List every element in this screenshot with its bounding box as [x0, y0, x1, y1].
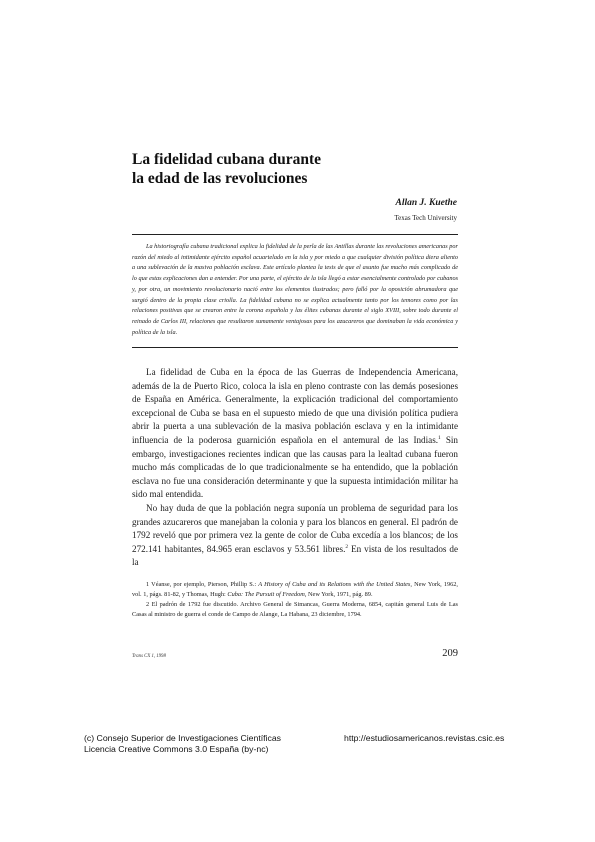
abstract	[132, 242, 458, 338]
license-line-2: Licencia Creative Commons 3.0 España (by-nc)	[84, 743, 269, 754]
license-notice	[84, 733, 281, 754]
footnote-2: 2 El padrón de 1792 fue discutido. Archivo General de Simancas, Guerra Moderna, 6854, capitán general Luis de Las Casas al ministro de guerra el conde de Campo de Alange, La Habana, 23 diciembre, 1794.	[132, 601, 458, 618]
author-name: Allan J. Kuethe	[395, 198, 457, 208]
abstract-top-rule	[132, 234, 458, 235]
page-number: 209	[442, 648, 458, 659]
journal-url[interactable]: http://estudiosamericanos.revistas.csic.es	[344, 733, 505, 743]
footnote-1: 1 Véanse, por ejemplo, Pierson, Phillip S.: A History of Cuba and its Relations with the United States, New York, 1962, vol. 1, págs. 81-82, y Thomas, Hugh: Cuba: The Pursuit of Freedom, New York, 1971, pág. 89.	[132, 581, 458, 598]
article-title	[132, 150, 321, 188]
journal-reference: Trans CX 1, 1998	[132, 654, 166, 659]
abstract-text: La historiografía cubana tradicional explica la fidelidad de la perla de las Antillas durante las revoluciones americanas por razón del miedo al intimidante ejército español acuartelado en la isla y por miedo a que cualquier división política diera aliento a una sublevación de la masiva población esclava. Este artículo plantea la tesis de que el asunto fue mucho más complicado de lo que estas explicaciones dan a entender. Por una parte, el ejército de la isla llegó a estar esencialmente controlado por cubanos y, por otra, un movimiento revolucionario nació entre los elementos ilustrados; pero falló por la oposición abrumadora que surgió dentro de la propia clase criolla. La fidelidad cubana no se explica actualmente tanto por los temores como por las relaciones positivas que se crearon entre la corona española y las élites cubanas durante el siglo XVIII, sobre todo durante el reinado de Carlos III, relaciones que resultaron sumamente ventajosas para los azucareros que dominaban la vida económica y política de la isla.	[132, 243, 458, 336]
footnotes	[132, 580, 458, 620]
footnote-ref-1: 1	[438, 434, 441, 441]
abstract-bottom-rule	[132, 347, 458, 348]
title-line-2: la edad de las revoluciones	[132, 170, 308, 187]
title-line-1: La fidelidad cubana durante	[132, 151, 322, 168]
body-paragraph-2: No hay duda de que la población negra suponía un problema de seguridad para los grandes azucareros que manejaban la colonia y para los blancos en general. El padrón de 1792 reveló que por primera vez la gente de color de Cuba excedía a los blancos; de los 272.141 habitantes, 84.965 eran esclavos y 53.561 libres.$^2$ En vista de los resultados de la	[132, 502, 458, 568]
license-line-1: (c) Consejo Superior de Investigaciones Científicas	[84, 733, 282, 743]
footnote-ref-2: 2	[345, 543, 349, 550]
author-affiliation: Texas Tech University	[394, 214, 457, 222]
body-paragraph-1: La fidelidad de Cuba en la época de las Guerras de Independencia Americana, además de la de Puerto Rico, coloca la isla en pleno contraste con las demás posesiones de España en América. Generalmente, la explicación tradicional del comportamiento excepcional de Cuba se basa en el supuesto miedo de que una división política pudiera abrir la puerta a una sublevación de la masiva población esclava y en la intimidante influencia de la poderosa guarnición española en el antemural de las Indias.$^1$ Sin embargo, investigaciones recientes indican que las causas para la lealtad cubana fueron mucho más complicadas de lo que tradicionalmente se ha entendido, que la población esclava no fue una consideración determinante y que la supuesta intimidación militar ha sido mal entendida.	[132, 367, 458, 500]
body-text	[132, 366, 458, 570]
